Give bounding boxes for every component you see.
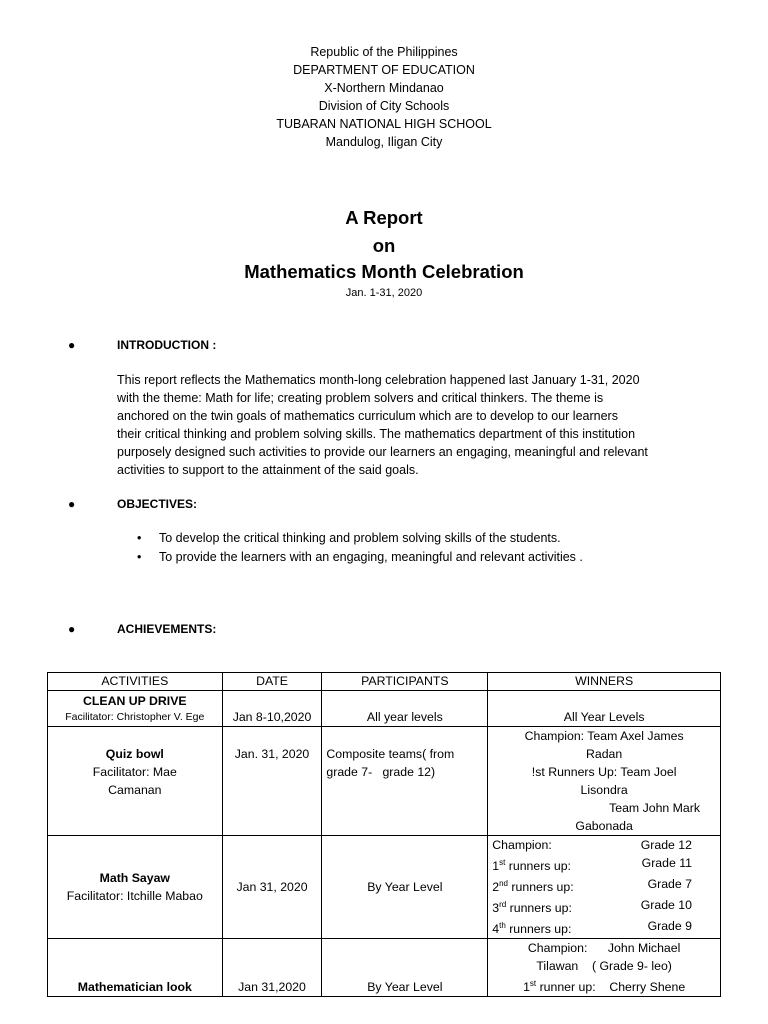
- bullet-icon: ●: [68, 338, 76, 352]
- participants-cell: All year levels: [322, 691, 488, 727]
- participants-cell: By Year Level: [322, 939, 488, 997]
- header-line-republic: Republic of the Philippines: [310, 45, 458, 59]
- table-header-row: [48, 673, 721, 691]
- winners-cell: Champion: Team Axel James Radan !st Runners Up: Team Joel Lisondra Team John Mark Gabonada: [488, 727, 721, 836]
- activity-cell: Math Sayaw Facilitator: Itchille Mabao: [48, 836, 223, 939]
- activity-cell: Mathematician look: [48, 939, 223, 997]
- column-header-activities: ACTIVITIES: [48, 673, 223, 691]
- report-title-line3: Mathematics Month Celebration: [244, 261, 524, 282]
- table-row: [48, 939, 721, 997]
- activity-cell: CLEAN UP DRIVE Facilitator: Christopher V. Ege: [48, 691, 223, 727]
- intro-line: their critical thinking and problem solving skills. The mathematics department of this institution: [117, 427, 636, 441]
- date-cell: Jan. 31, 2020: [222, 727, 322, 836]
- header-line-school: TUBARAN NATIONAL HIGH SCHOOL: [276, 117, 492, 131]
- intro-line: with the theme: Math for life; creating problem solvers and critical thinkers. The theme is: [117, 391, 604, 405]
- date-cell: Jan 31, 2020: [222, 836, 322, 939]
- winners-cell: Champion: Grade 12 1st runners up: Grade 11 2nd runners up: Grade 7 3rd runners up: Grade 10 4th runners up: Grade 9: [488, 836, 721, 939]
- participants-cell: By Year Level: [322, 836, 488, 939]
- header-line-address: Mandulog, Iligan City: [325, 135, 443, 149]
- report-title-line1: A Report: [345, 207, 423, 228]
- activity-cell: Quiz bowl Facilitator: Mae Camanan: [48, 727, 223, 836]
- winners-cell: Champion: John Michael Tilawan ( Grade 9- leo) 1st runner up: Cherry Shene: [488, 939, 721, 997]
- bullet-icon: •: [137, 531, 142, 545]
- bullet-icon: ●: [68, 622, 76, 636]
- winners-cell: All Year Levels: [488, 691, 721, 727]
- table-row: [48, 691, 721, 727]
- document-page: Republic of the Philippines DEPARTMENT OF EDUCATION X-Northern Mindanao Division of City Schools TUBARAN NATIONAL HIGH SCHOOL Mandulog, Iligan City A Report on Mathematics Month Celebration Jan. 1-31, 2020 ● INTRODUCTION : This report reflects the Mathematics month-long celebration happened last January 1-31, 2020 with the theme: Math for life; creating problem solvers and critical thinkers. The theme is anchored on the twin goals of mathematics curriculum which are to develop to our learners their critical thinking and problem solving skills. The mathematics department of this institution purposely designed such activities to provide our learners an engaging, meaningful and relevant activities to support to the attainment of the said goals. ● OBJECTIVES: • To develop the critical thinking and problem solving skills of the students. • To provide the learners with an engaging, meaningful and relevant activities . ● ACHIEVEMENTS: ACTIVITIES DATE PARTICIPANTS WINNERS CLEAN UP DRIVE Facilitator: Christopher V. Ege Jan 8-10,2020 All year levels All Year Levels Quiz bowl Facilitator: Mae Camanan Jan. 31, 2020 Composite teams( from grade 7- grade 12) Champion: Team Axel James Radan !st Runners Up: Team Joel Lisondra Team John Mark Gabonada Math Sayaw Facilitator: Itchille Mabao Jan 31, 2020 By Year Level Champion: Grade 12 1st runners up: Grade 11 2nd runners up: Grade 7 3rd runners up: Grade 10 4th runners up: Grade 9 Mathematician look Jan 31,2020 By Year Level Champion: John Michael Tilawan ( Grade 9- leo) 1st runner up: Cherry Shene: [0, 0, 768, 1024]
- report-title-line2: on: [372, 235, 396, 256]
- column-header-date: DATE: [222, 673, 322, 691]
- column-header-winners: WINNERS: [488, 673, 721, 691]
- header-line-division: Division of City Schools: [318, 99, 450, 113]
- bullet-icon: ●: [68, 497, 76, 511]
- column-header-participants: PARTICIPANTS: [322, 673, 488, 691]
- table-row: [48, 836, 721, 939]
- intro-line: anchored on the twin goals of mathematics curriculum which are to develop to our learners: [117, 409, 618, 423]
- table-row: [48, 727, 721, 836]
- participants-cell: Composite teams( from grade 7- grade 12): [322, 727, 488, 836]
- intro-line: purposely designed such activities to provide our learners an engaging, meaningful and relevant: [117, 445, 648, 459]
- section-label-introduction: INTRODUCTION :: [117, 338, 217, 352]
- bullet-icon: •: [137, 550, 142, 564]
- header-line-deped: DEPARTMENT OF EDUCATION: [293, 63, 475, 77]
- date-cell: Jan 31,2020: [222, 939, 322, 997]
- report-date: Jan. 1-31, 2020: [345, 287, 423, 299]
- intro-line: activities to support to the attainment of the said goals.: [117, 463, 419, 477]
- introduction-paragraph: [117, 371, 727, 479]
- section-label-objectives: OBJECTIVES:: [117, 497, 198, 511]
- header-line-region: X-Northern Mindanao: [324, 81, 444, 95]
- section-label-achievements: ACHIEVEMENTS:: [117, 622, 217, 636]
- intro-line: This report reflects the Mathematics month-long celebration happened last January 1-31, 2020: [117, 373, 640, 387]
- date-cell: Jan 8-10,2020: [222, 691, 322, 727]
- achievements-table: [47, 672, 721, 997]
